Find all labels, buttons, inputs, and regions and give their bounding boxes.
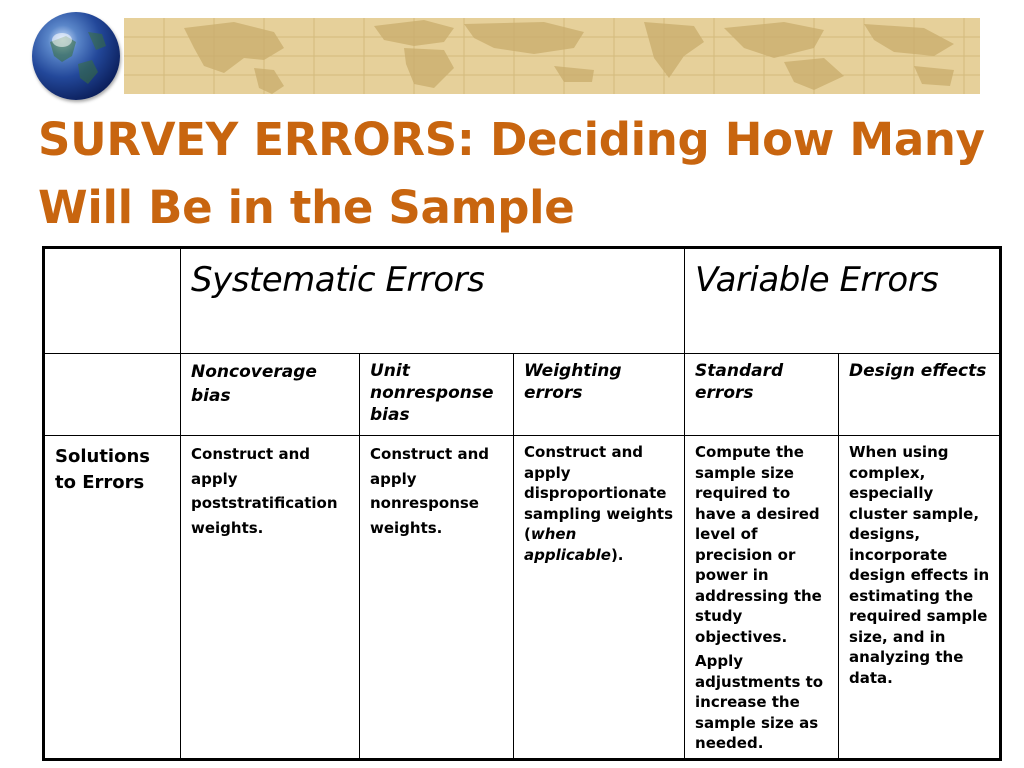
empty-subheader-cell xyxy=(44,354,181,436)
weighting-solution xyxy=(514,436,685,760)
variable-errors-header: Variable Errors xyxy=(685,248,1001,354)
noncoverage-bias-header: Noncoverage bias xyxy=(181,354,360,436)
weighting-solution-italic: when applicable xyxy=(524,525,611,564)
weighting-errors-header: Weighting errors xyxy=(514,354,685,436)
globe-icon xyxy=(32,12,120,100)
table-subheader-row xyxy=(44,354,1001,436)
design-effects-solution: When using complex, especially cluster sample, designs, incorporate design effects in estimating the required sample size, and in analyzing the data. xyxy=(839,436,1001,760)
unit-nonresponse-bias-header: Unit nonresponse bias xyxy=(360,354,514,436)
weighting-solution-end: ). xyxy=(610,545,624,564)
slide-title: SURVEY ERRORS: Deciding How Many Will Be in the Sample xyxy=(38,113,985,234)
table-header-row xyxy=(44,248,1001,354)
systematic-errors-header: Systematic Errors xyxy=(181,248,685,354)
survey-errors-table xyxy=(42,246,1002,761)
solutions-row-label: Solutions to Errors xyxy=(44,436,181,760)
noncoverage-solution: Construct and apply poststratification weights. xyxy=(181,436,360,760)
standard-errors-solution-p2: Apply adjustments to increase the sample size as needed. xyxy=(695,652,824,752)
standard-errors-header: Standard errors xyxy=(685,354,839,436)
solutions-row xyxy=(44,436,1001,760)
standard-errors-solution-p1: Compute the sample size required to have a desired level of precision or power in addressing the study objectives. xyxy=(695,443,822,646)
standard-errors-solution xyxy=(685,436,839,760)
unit-nonresponse-solution: Construct and apply nonresponse weights. xyxy=(360,436,514,760)
empty-corner-cell xyxy=(44,248,181,354)
design-effects-header: Design effects xyxy=(839,354,1001,436)
world-map-banner xyxy=(124,18,980,94)
weighting-solution-text: Construct and apply disproportionate sampling weights ( xyxy=(524,443,674,543)
